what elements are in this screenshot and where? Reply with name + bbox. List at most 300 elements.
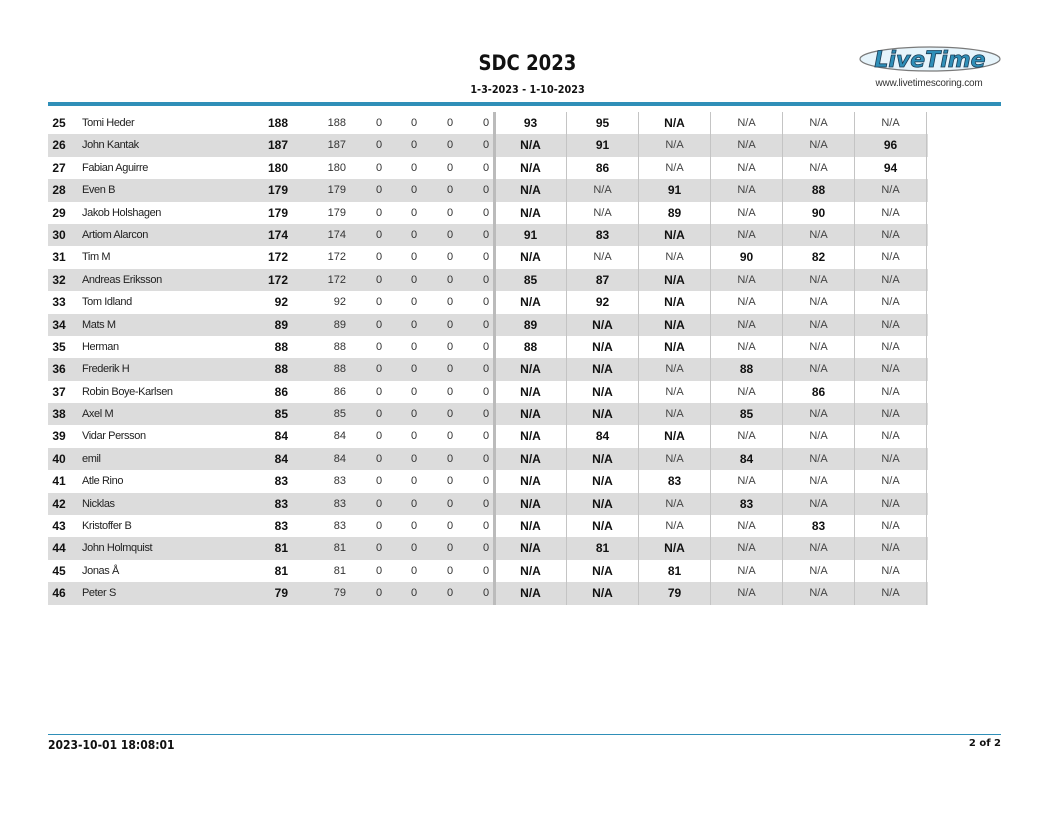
round-result-cell: N/A bbox=[711, 537, 783, 559]
position-cell: 45 bbox=[52, 563, 66, 578]
round-result-cell: N/A bbox=[495, 358, 567, 380]
zero-cell: 0 bbox=[410, 161, 418, 174]
total-cell: 83 bbox=[274, 474, 288, 489]
round-result-cell: N/A bbox=[855, 269, 927, 291]
position-cell: 39 bbox=[52, 429, 66, 444]
round-result-cell: N/A bbox=[639, 448, 711, 470]
zero-cell: 0 bbox=[410, 251, 418, 264]
table-row bbox=[48, 381, 928, 403]
zero-cell: 0 bbox=[410, 318, 418, 331]
zero-cell: 0 bbox=[410, 184, 418, 197]
round-result-cell: N/A bbox=[495, 179, 567, 201]
zero-cell: 0 bbox=[446, 497, 454, 510]
table-row bbox=[48, 314, 928, 336]
round-result-cell: 86 bbox=[567, 157, 639, 179]
table-row bbox=[48, 202, 928, 224]
zero-cell: 0 bbox=[482, 587, 490, 600]
zero-cell: 0 bbox=[375, 206, 383, 219]
round-result-cell: N/A bbox=[783, 448, 855, 470]
zero-cell: 0 bbox=[375, 452, 383, 465]
round-result-cell: 90 bbox=[783, 202, 855, 224]
zero-cell: 0 bbox=[375, 408, 383, 421]
zero-cell: 0 bbox=[410, 452, 418, 465]
round-result-cell: 85 bbox=[495, 269, 567, 291]
livetime-logo bbox=[858, 45, 1002, 73]
round-result-cell: N/A bbox=[495, 470, 567, 492]
points-cell: 172 bbox=[327, 251, 346, 264]
table-row bbox=[48, 336, 928, 358]
rider-name-cell: Tomi Heder bbox=[82, 117, 135, 129]
round-result-cell: N/A bbox=[639, 112, 711, 134]
rider-name-cell: emil bbox=[82, 452, 101, 465]
zero-cell: 0 bbox=[446, 296, 454, 309]
round-result-cell: N/A bbox=[495, 560, 567, 582]
position-cell: 40 bbox=[52, 451, 66, 466]
round-result-cell: N/A bbox=[711, 314, 783, 336]
zero-cell: 0 bbox=[446, 273, 454, 286]
print-timestamp: 2023-10-01 18:08:01 bbox=[48, 738, 175, 752]
points-cell: 88 bbox=[333, 363, 346, 376]
zero-cell: 0 bbox=[410, 430, 418, 443]
round-result-cell: 81 bbox=[639, 560, 711, 582]
zero-cell: 0 bbox=[410, 228, 418, 241]
round-result-cell: N/A bbox=[783, 560, 855, 582]
zero-cell: 0 bbox=[375, 542, 383, 555]
table-row bbox=[48, 358, 928, 380]
round-result-cell: N/A bbox=[711, 224, 783, 246]
round-result-cell: N/A bbox=[639, 358, 711, 380]
zero-cell: 0 bbox=[446, 564, 454, 577]
rider-name-cell: Peter S bbox=[82, 587, 116, 600]
total-cell: 81 bbox=[274, 541, 288, 556]
position-cell: 30 bbox=[52, 227, 66, 242]
zero-cell: 0 bbox=[375, 318, 383, 331]
zero-cell: 0 bbox=[446, 520, 454, 533]
round-result-cell: N/A bbox=[783, 314, 855, 336]
rider-name-cell: Artiom Alarcon bbox=[82, 228, 148, 241]
zero-cell: 0 bbox=[482, 251, 490, 264]
zero-cell: 0 bbox=[410, 340, 418, 353]
date-range: 1-3-2023 - 1-10-2023 bbox=[470, 83, 585, 96]
zero-cell: 0 bbox=[375, 251, 383, 264]
zero-cell: 0 bbox=[410, 408, 418, 421]
position-cell: 33 bbox=[52, 295, 66, 310]
zero-cell: 0 bbox=[446, 452, 454, 465]
round-result-cell: N/A bbox=[783, 493, 855, 515]
points-cell: 174 bbox=[327, 228, 346, 241]
zero-cell: 0 bbox=[410, 363, 418, 376]
zero-cell: 0 bbox=[482, 363, 490, 376]
round-result-cell: N/A bbox=[783, 112, 855, 134]
total-cell: 83 bbox=[274, 519, 288, 534]
round-result-cell: N/A bbox=[495, 537, 567, 559]
round-result-cell: N/A bbox=[567, 582, 639, 604]
rider-name-cell: Fabian Aguirre bbox=[82, 161, 148, 174]
zero-cell: 0 bbox=[482, 340, 490, 353]
zero-cell: 0 bbox=[375, 340, 383, 353]
total-cell: 88 bbox=[274, 339, 288, 354]
logo-text: LiveTime bbox=[874, 48, 986, 73]
rider-name-cell: Atle Rino bbox=[82, 475, 124, 488]
round-result-cell: N/A bbox=[783, 269, 855, 291]
zero-cell: 0 bbox=[375, 564, 383, 577]
zero-cell: 0 bbox=[375, 161, 383, 174]
zero-cell: 0 bbox=[410, 139, 418, 152]
round-result-cell: 83 bbox=[639, 470, 711, 492]
total-cell: 187 bbox=[267, 138, 288, 153]
rider-name-cell: Jakob Holshagen bbox=[82, 206, 162, 219]
total-cell: 88 bbox=[274, 362, 288, 377]
zero-cell: 0 bbox=[410, 564, 418, 577]
round-result-cell: N/A bbox=[855, 381, 927, 403]
points-cell: 84 bbox=[333, 452, 346, 465]
zero-cell: 0 bbox=[446, 184, 454, 197]
total-cell: 180 bbox=[267, 160, 288, 175]
round-result-cell: N/A bbox=[495, 134, 567, 156]
table-row bbox=[48, 224, 928, 246]
header-divider bbox=[48, 102, 1001, 106]
round-result-cell: N/A bbox=[711, 470, 783, 492]
round-result-cell: N/A bbox=[711, 134, 783, 156]
total-cell: 81 bbox=[274, 563, 288, 578]
total-cell: 79 bbox=[274, 586, 288, 601]
round-result-cell: 79 bbox=[639, 582, 711, 604]
total-cell: 179 bbox=[267, 205, 288, 220]
round-result-cell: N/A bbox=[783, 358, 855, 380]
round-result-cell: N/A bbox=[495, 202, 567, 224]
zero-cell: 0 bbox=[482, 430, 490, 443]
zero-cell: 0 bbox=[375, 587, 383, 600]
round-result-cell: N/A bbox=[639, 314, 711, 336]
round-result-cell: 96 bbox=[855, 134, 927, 156]
points-cell: 84 bbox=[333, 430, 346, 443]
round-result-cell: N/A bbox=[639, 291, 711, 313]
points-cell: 88 bbox=[333, 340, 346, 353]
round-result-cell: 88 bbox=[495, 336, 567, 358]
points-cell: 89 bbox=[333, 318, 346, 331]
rider-name-cell: Vidar Persson bbox=[82, 430, 146, 443]
zero-cell: 0 bbox=[446, 587, 454, 600]
round-result-cell: N/A bbox=[711, 291, 783, 313]
round-result-cell: N/A bbox=[783, 134, 855, 156]
round-result-cell: 85 bbox=[711, 403, 783, 425]
round-result-cell: 93 bbox=[495, 112, 567, 134]
zero-cell: 0 bbox=[375, 139, 383, 152]
rider-name-cell: Nicklas bbox=[82, 497, 115, 510]
zero-cell: 0 bbox=[375, 430, 383, 443]
table-row bbox=[48, 582, 928, 604]
points-cell: 188 bbox=[327, 117, 346, 129]
points-cell: 85 bbox=[333, 408, 346, 421]
round-result-cell: 90 bbox=[711, 246, 783, 268]
website-url[interactable]: www.livetimescoring.com bbox=[875, 78, 983, 89]
zero-cell: 0 bbox=[446, 228, 454, 241]
total-cell: 188 bbox=[267, 116, 288, 130]
total-cell: 84 bbox=[274, 451, 288, 466]
round-result-cell: N/A bbox=[639, 403, 711, 425]
zero-cell: 0 bbox=[410, 206, 418, 219]
table-row bbox=[48, 291, 928, 313]
position-cell: 25 bbox=[52, 116, 66, 130]
round-result-cell: 81 bbox=[567, 537, 639, 559]
round-result-cell: N/A bbox=[567, 470, 639, 492]
zero-cell: 0 bbox=[446, 430, 454, 443]
zero-cell: 0 bbox=[410, 520, 418, 533]
page-title: SDC 2023 bbox=[478, 51, 577, 75]
total-cell: 172 bbox=[267, 250, 288, 265]
zero-cell: 0 bbox=[410, 542, 418, 555]
zero-cell: 0 bbox=[375, 385, 383, 398]
round-result-cell: 95 bbox=[567, 112, 639, 134]
round-result-cell: N/A bbox=[567, 403, 639, 425]
table-row bbox=[48, 560, 928, 582]
footer-divider bbox=[48, 734, 1001, 735]
zero-cell: 0 bbox=[375, 184, 383, 197]
zero-cell: 0 bbox=[410, 273, 418, 286]
total-cell: 179 bbox=[267, 183, 288, 198]
table-row bbox=[48, 246, 928, 268]
round-result-cell: 88 bbox=[783, 179, 855, 201]
position-cell: 35 bbox=[52, 339, 66, 354]
position-cell: 31 bbox=[52, 250, 66, 265]
round-result-cell: 89 bbox=[639, 202, 711, 224]
round-result-cell: N/A bbox=[855, 224, 927, 246]
total-cell: 84 bbox=[274, 429, 288, 444]
rider-name-cell: John Holmquist bbox=[82, 542, 153, 555]
table-row bbox=[48, 425, 928, 447]
zero-cell: 0 bbox=[410, 475, 418, 488]
zero-cell: 0 bbox=[410, 117, 418, 129]
zero-cell: 0 bbox=[375, 363, 383, 376]
round-result-cell: N/A bbox=[711, 112, 783, 134]
round-result-cell: N/A bbox=[567, 358, 639, 380]
round-result-cell: N/A bbox=[639, 336, 711, 358]
table-row bbox=[48, 112, 928, 134]
rider-name-cell: Tim M bbox=[82, 251, 111, 264]
round-result-cell: N/A bbox=[783, 582, 855, 604]
round-result-cell: N/A bbox=[639, 157, 711, 179]
round-result-cell: N/A bbox=[855, 470, 927, 492]
round-result-cell: N/A bbox=[855, 425, 927, 447]
round-result-cell: N/A bbox=[783, 157, 855, 179]
round-result-cell: N/A bbox=[855, 314, 927, 336]
round-result-cell: N/A bbox=[855, 493, 927, 515]
round-result-cell: N/A bbox=[495, 291, 567, 313]
zero-cell: 0 bbox=[375, 228, 383, 241]
zero-cell: 0 bbox=[375, 475, 383, 488]
zero-cell: 0 bbox=[482, 475, 490, 488]
position-cell: 26 bbox=[52, 138, 66, 153]
round-result-cell: N/A bbox=[783, 403, 855, 425]
points-cell: 83 bbox=[333, 520, 346, 533]
round-result-cell: N/A bbox=[567, 448, 639, 470]
table-row bbox=[48, 269, 928, 291]
zero-cell: 0 bbox=[446, 139, 454, 152]
round-result-cell: N/A bbox=[495, 157, 567, 179]
round-result-cell: N/A bbox=[567, 246, 639, 268]
zero-cell: 0 bbox=[446, 206, 454, 219]
round-result-cell: N/A bbox=[855, 515, 927, 537]
rider-name-cell: Frederik H bbox=[82, 363, 130, 376]
zero-cell: 0 bbox=[446, 251, 454, 264]
round-result-cell: N/A bbox=[855, 537, 927, 559]
position-cell: 42 bbox=[52, 496, 66, 511]
zero-cell: 0 bbox=[410, 497, 418, 510]
round-result-cell: 83 bbox=[783, 515, 855, 537]
round-result-cell: N/A bbox=[711, 336, 783, 358]
zero-cell: 0 bbox=[446, 385, 454, 398]
round-result-cell: N/A bbox=[711, 269, 783, 291]
total-cell: 83 bbox=[274, 496, 288, 511]
round-result-cell: N/A bbox=[855, 291, 927, 313]
table-row bbox=[48, 448, 928, 470]
zero-cell: 0 bbox=[375, 520, 383, 533]
round-result-cell: 83 bbox=[567, 224, 639, 246]
total-cell: 86 bbox=[274, 384, 288, 399]
zero-cell: 0 bbox=[482, 408, 490, 421]
rider-name-cell: Tom Idland bbox=[82, 296, 132, 309]
position-cell: 37 bbox=[52, 384, 66, 399]
zero-cell: 0 bbox=[482, 564, 490, 577]
points-cell: 179 bbox=[327, 206, 346, 219]
zero-cell: 0 bbox=[446, 408, 454, 421]
zero-cell: 0 bbox=[446, 340, 454, 353]
table-row bbox=[48, 157, 928, 179]
rider-name-cell: Andreas Eriksson bbox=[82, 273, 162, 286]
round-result-cell: N/A bbox=[495, 246, 567, 268]
zero-cell: 0 bbox=[482, 184, 490, 197]
position-cell: 34 bbox=[52, 317, 66, 332]
total-cell: 172 bbox=[267, 272, 288, 287]
position-cell: 38 bbox=[52, 407, 66, 422]
round-result-cell: N/A bbox=[639, 224, 711, 246]
page-number: 2 of 2 bbox=[968, 738, 1001, 749]
points-cell: 81 bbox=[333, 542, 346, 555]
zero-cell: 0 bbox=[410, 296, 418, 309]
zero-cell: 0 bbox=[446, 117, 454, 129]
round-result-cell: N/A bbox=[495, 493, 567, 515]
round-result-cell: N/A bbox=[639, 381, 711, 403]
rider-name-cell: John Kantak bbox=[82, 139, 139, 152]
round-result-cell: 94 bbox=[855, 157, 927, 179]
position-cell: 28 bbox=[52, 183, 66, 198]
position-cell: 44 bbox=[52, 541, 66, 556]
round-result-cell: N/A bbox=[783, 224, 855, 246]
round-result-cell: N/A bbox=[855, 560, 927, 582]
table-row bbox=[48, 537, 928, 559]
round-result-cell: N/A bbox=[639, 537, 711, 559]
round-result-cell: N/A bbox=[567, 202, 639, 224]
rider-name-cell: Kristoffer B bbox=[82, 520, 132, 533]
round-result-cell: 86 bbox=[783, 381, 855, 403]
points-cell: 180 bbox=[327, 161, 346, 174]
round-result-cell: N/A bbox=[711, 179, 783, 201]
round-result-cell: 84 bbox=[711, 448, 783, 470]
round-result-cell: N/A bbox=[711, 582, 783, 604]
round-result-cell: N/A bbox=[567, 336, 639, 358]
zero-cell: 0 bbox=[482, 206, 490, 219]
round-result-cell: 87 bbox=[567, 269, 639, 291]
round-result-cell: N/A bbox=[567, 493, 639, 515]
round-result-cell: N/A bbox=[567, 179, 639, 201]
round-result-cell: N/A bbox=[855, 246, 927, 268]
zero-cell: 0 bbox=[482, 452, 490, 465]
rider-name-cell: Jonas Å bbox=[82, 564, 119, 577]
round-result-cell: N/A bbox=[855, 582, 927, 604]
round-result-cell: N/A bbox=[711, 425, 783, 447]
total-cell: 92 bbox=[274, 295, 288, 310]
round-result-cell: N/A bbox=[855, 336, 927, 358]
round-result-cell: N/A bbox=[567, 381, 639, 403]
round-result-cell: N/A bbox=[495, 582, 567, 604]
round-result-cell: N/A bbox=[495, 381, 567, 403]
points-cell: 172 bbox=[327, 273, 346, 286]
round-result-cell: N/A bbox=[711, 560, 783, 582]
zero-cell: 0 bbox=[482, 542, 490, 555]
rider-name-cell: Mats M bbox=[82, 318, 116, 331]
round-result-cell: N/A bbox=[639, 425, 711, 447]
round-result-cell: N/A bbox=[639, 269, 711, 291]
round-result-cell: N/A bbox=[639, 493, 711, 515]
total-cell: 174 bbox=[267, 227, 288, 242]
rider-name-cell: Even B bbox=[82, 184, 116, 197]
zero-cell: 0 bbox=[410, 587, 418, 600]
points-cell: 179 bbox=[327, 184, 346, 197]
round-result-cell: N/A bbox=[495, 448, 567, 470]
round-result-cell: N/A bbox=[711, 515, 783, 537]
zero-cell: 0 bbox=[446, 161, 454, 174]
round-result-cell: 88 bbox=[711, 358, 783, 380]
zero-cell: 0 bbox=[375, 497, 383, 510]
zero-cell: 0 bbox=[446, 363, 454, 376]
zero-cell: 0 bbox=[446, 542, 454, 555]
round-result-cell: N/A bbox=[855, 202, 927, 224]
zero-cell: 0 bbox=[446, 475, 454, 488]
round-result-cell: N/A bbox=[783, 425, 855, 447]
points-cell: 83 bbox=[333, 497, 346, 510]
position-cell: 29 bbox=[52, 205, 66, 220]
round-result-cell: 82 bbox=[783, 246, 855, 268]
round-result-cell: N/A bbox=[783, 291, 855, 313]
round-result-cell: 92 bbox=[567, 291, 639, 313]
round-result-cell: N/A bbox=[639, 246, 711, 268]
round-result-cell: 84 bbox=[567, 425, 639, 447]
round-result-cell: N/A bbox=[855, 112, 927, 134]
zero-cell: 0 bbox=[482, 497, 490, 510]
zero-cell: 0 bbox=[482, 296, 490, 309]
round-result-cell: N/A bbox=[567, 515, 639, 537]
total-cell: 85 bbox=[274, 407, 288, 422]
round-result-cell: N/A bbox=[495, 425, 567, 447]
round-result-cell: N/A bbox=[855, 403, 927, 425]
position-cell: 46 bbox=[52, 586, 66, 601]
round-result-cell: N/A bbox=[855, 179, 927, 201]
round-result-cell: N/A bbox=[567, 560, 639, 582]
position-cell: 41 bbox=[52, 474, 66, 489]
points-cell: 92 bbox=[333, 296, 346, 309]
zero-cell: 0 bbox=[482, 228, 490, 241]
position-cell: 32 bbox=[52, 272, 66, 287]
table-row bbox=[48, 403, 928, 425]
round-result-cell: N/A bbox=[495, 403, 567, 425]
results-table bbox=[48, 112, 928, 605]
zero-cell: 0 bbox=[375, 296, 383, 309]
round-result-cell: 91 bbox=[495, 224, 567, 246]
rider-name-cell: Axel M bbox=[82, 408, 114, 421]
round-result-cell: 83 bbox=[711, 493, 783, 515]
points-cell: 187 bbox=[327, 139, 346, 152]
table-row bbox=[48, 515, 928, 537]
